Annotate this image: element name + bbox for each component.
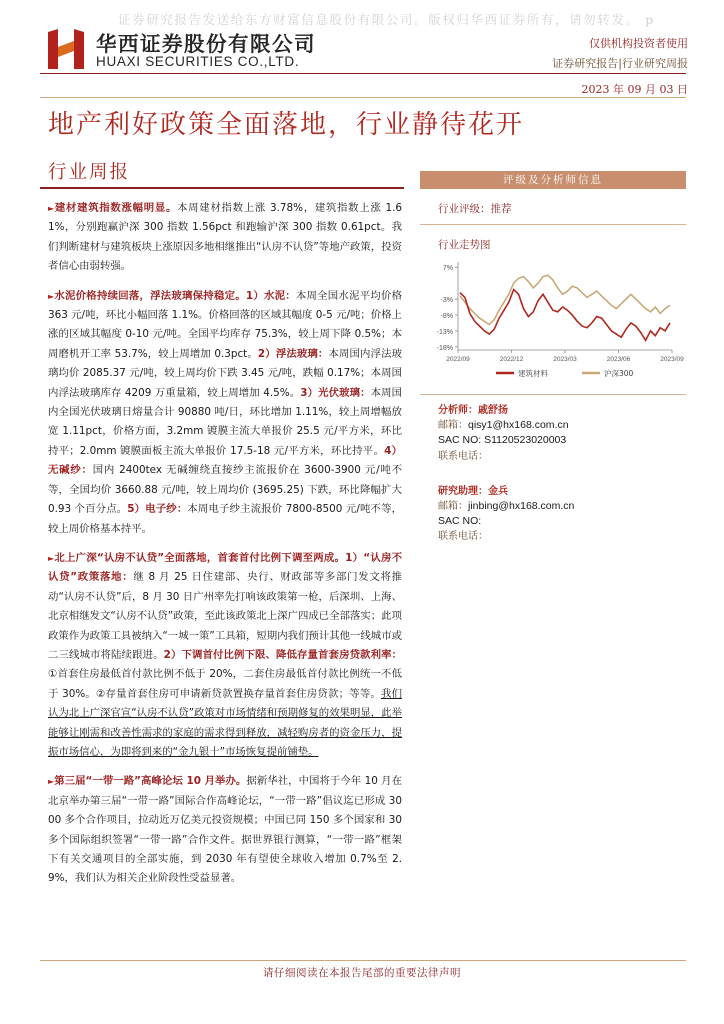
phone-label: 联系电话：	[438, 450, 488, 462]
paragraph-prices	[48, 287, 402, 539]
subheading-float-glass: 2）浮法玻璃：	[257, 347, 329, 360]
legend-label-1: 沪深300	[604, 369, 634, 378]
paragraph-text: 本周国内全国光伏玻璃日熔量合计 90880 吨/日，环比增加 1.11%，较上周增幅放宽 1.11pct，价格方面，3.2mm 镀膜主流大单报价 25.5 元/平方米，环比持平；2.0mm 镀膜面板主流大单报价 17.5-18 元/平方米，环比持平。	[48, 386, 403, 457]
x-tick-label: 2023/09	[660, 356, 684, 363]
paragraph-heading: 建材建筑指数涨幅明显。	[54, 202, 178, 214]
y-tick-label: 7%	[442, 265, 453, 273]
header-divider	[40, 73, 686, 74]
paragraph-text: 据新华社，中国将于今年 10 月在北京举办第三届“一带一路”国际合作高峰论坛，“一带一路”倡议迄已形成 3000 多个合作项目，拉动近万亿美元投资规模；中国已同 150 多个国家和 30 多个国际组织签署“一带一路”合作文件。据世界银行测算，“一带一路”框架下有关交通项目的全部实施，到 2030 年有望使全球收入增加 0.7%至 2.9%，我们认为相关企业阶段性受益显著。	[48, 775, 403, 885]
analyst-email-row	[438, 418, 686, 433]
series-line-1	[460, 275, 670, 324]
y-tick-label: -3%	[440, 297, 453, 305]
paragraph-text: 本周建材指数上涨 3.78%，建筑指数上涨 1.61%，分别跑赢沪深 300 指数 1.56pct 和跑输沪深 300 指数 0.61pct。我们判断建材与建筑板块上涨原因多地相继推出“认房不认贷”等地产政策，投资者信心由弱转强。	[48, 202, 403, 273]
y-tick-label: -18%	[436, 344, 453, 352]
paragraph-underlined-view: 我们认为北上广深官宣“认房不认贷”政策对市场情绪和预期修复的效果明显，此举能够让刚需和改善性需求的家庭的需求得到释放，减轻购房者的资金压力，提振市场信心，为即将到来的“金九银十”市场恢复提前铺垫。	[48, 687, 403, 758]
sidebar-divider	[420, 224, 686, 225]
huaxi-logo-icon	[44, 26, 88, 72]
company-name-cn: 华西证券股份有限公司	[96, 32, 316, 56]
paragraph-policy	[48, 549, 402, 762]
section-tag: 行业周报	[48, 162, 131, 183]
analyst-email-link[interactable]: qisy1@hx168.com.cn	[468, 419, 569, 432]
rating-row	[438, 201, 686, 216]
bullet-icon: ►	[48, 204, 55, 213]
assistant-role: 研究助理：	[438, 485, 488, 497]
bullet-icon: ►	[48, 553, 55, 563]
audience-note: 仅供机构投资者使用	[589, 37, 688, 50]
legal-notice-footer: 请仔细阅读在本报告尾部的重要法律声明	[263, 967, 461, 979]
paragraph-text: 本周国内浮法玻璃均价 2085.37 元/吨，较上周均价下跌 3.45 元/吨，跌幅 0.17%；本周国内浮法玻璃库存 4209 万重量箱，较上周增加 4.5%。	[48, 347, 403, 399]
rating-value: 推荐	[490, 203, 512, 215]
report-body	[48, 199, 402, 899]
sac-label: SAC NO:	[438, 515, 482, 528]
analyst-info	[438, 403, 686, 545]
y-tick-label: -13%	[436, 328, 453, 336]
email-label: 邮箱：	[438, 501, 468, 513]
paragraph-index-performance	[48, 199, 402, 277]
subheading-down-payment: 2）下调首付比例下限、降低存量首套房贷款利率：	[163, 648, 402, 661]
analyst-row	[438, 403, 686, 418]
subheading-cement: 1）水泥：	[245, 289, 296, 302]
analyst-sac-row	[438, 433, 686, 448]
paragraph-belt-road	[48, 772, 402, 888]
bullet-icon: ►	[48, 291, 55, 301]
x-tick-label: 2022/12	[499, 356, 524, 363]
sidebar-divider	[420, 394, 686, 395]
trend-chart	[420, 256, 686, 386]
subheading-policy: 1）“认房不认贷”政策落地：	[48, 551, 402, 584]
report-kind: 证券研究报告|行业研究周报	[552, 57, 688, 70]
x-tick-label: 2023/03	[553, 356, 577, 363]
assistant-name: 金兵	[488, 485, 508, 497]
trend-chart-svg	[420, 256, 686, 386]
analyst-name: 戚舒扬	[478, 405, 508, 416]
paragraph-text: 本周电子纱主流报价 7800-8500 元/吨不等，较上周价格基本持平。	[48, 503, 402, 535]
y-tick-label: -8%	[440, 312, 453, 320]
sac-number: S1120523020003	[484, 434, 567, 447]
paragraph-text: 本周全国水泥平均价格 363 元/吨，环比小幅回落 1.1%。价格回落的区域其幅度 0-5 元/吨；价格上涨的区域其幅度 0-10 元/吨。全国平均库存 75.3%，较上周下降 0.5%；本周磨机开工率 53.7%，较上周增加 0.3pct。	[48, 289, 403, 360]
x-tick-label: 2022/09	[446, 356, 470, 363]
report-title: 地产利好政策全面落地，行业静待花开	[48, 110, 525, 140]
subheading-glass-fiber: 4）无碱纱：	[48, 444, 402, 477]
email-label: 邮箱：	[438, 420, 468, 432]
phone-label: 联系电话：	[438, 531, 488, 543]
company-name-en: HUAXI SECURITIES CO.,LTD.	[96, 54, 300, 69]
chart-title: 行业走势图	[438, 239, 491, 251]
paragraph-text: ①首套住房最低首付款比例不低于 20%，二套住房最低首付款比例统一不低于 30%。②存量首套住房可申请新贷款置换存量首套住房贷款；等等。	[48, 668, 402, 700]
paragraph-heading: 北上广深“认房不认贷”全面落地，首套首付比例下调至两成。	[54, 551, 346, 564]
watermark: 证券研究报告发送给东方财富信息股份有限公司。版权归华西证券所有，请勿转发。 p	[118, 12, 655, 27]
sac-label: SAC NO:	[438, 434, 485, 447]
paragraph-text: 国内 2400tex 无碱缠绕直接纱主流报价在 3600-3900 元/吨不等，全国均价 3660.88 元/吨，较上周均价 (3695.25) 下跌，环比降幅扩大 0.93 个百分点。	[48, 464, 402, 516]
report-date: 2023 年 09 月 03 日	[581, 83, 688, 96]
assistant-email-link[interactable]: jinbing@hx168.com.cn	[468, 500, 575, 513]
paragraph-text: 继 8 月 25 日住建部、央行、财政部等多部门发文将推动“认房不认贷”后，8 月 30 日广州率先打响该政策第一枪，后深圳、上海、北京相继发文“认房不认贷”政策，至此该政策北上深广四成已全部落实；此项政策作为政策工具被纳入“一城一策”工具箱，短期内我们预计其他一线城市或二三线城市将陆续跟进。	[48, 571, 402, 661]
bullet-icon: ►	[48, 777, 55, 787]
subheading-pv-glass: 3）光伏玻璃：	[300, 386, 371, 399]
assistant-email-row	[438, 499, 686, 514]
subheading-e-yarn: 5）电子纱：	[127, 503, 188, 516]
footer-divider	[40, 960, 686, 961]
paragraph-heading: 第三届“一带一路”高峰论坛 10 月举办。	[54, 775, 247, 788]
sidebar-header: 评级及分析师信息	[420, 171, 686, 189]
legend-label-0: 建筑材料	[518, 369, 548, 378]
paragraph-heading: 水泥价格持续回落，浮法玻璃保持稳定。	[54, 289, 246, 302]
sidebar	[420, 171, 686, 545]
analyst-role: 分析师：	[438, 405, 478, 416]
section-divider	[40, 187, 404, 189]
assistant-row	[438, 484, 686, 499]
rating-label: 行业评级：	[438, 203, 491, 215]
series-line-0	[460, 290, 670, 341]
x-tick-label: 2023/06	[606, 356, 631, 363]
date-divider	[40, 97, 686, 98]
